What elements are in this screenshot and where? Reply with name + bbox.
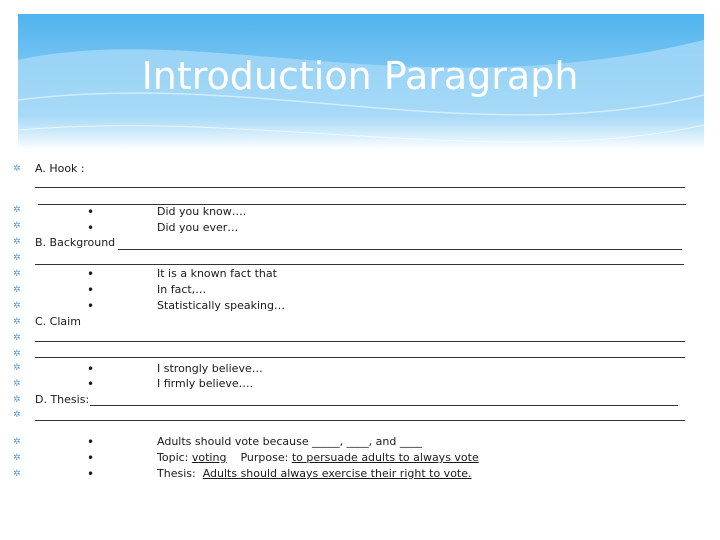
- star-bullet-icon: ✲: [13, 410, 21, 420]
- bullet: •: [87, 205, 95, 219]
- bullet: •: [87, 362, 95, 376]
- bullet: •: [87, 451, 95, 465]
- star-bullet-icon: ✲: [13, 333, 21, 343]
- background-prompt: In fact,…: [157, 283, 207, 296]
- star-bullet-icon: ✲: [13, 285, 21, 295]
- star-bullet-icon: ✲: [13, 453, 21, 463]
- star-bullet-icon: ✲: [13, 349, 21, 359]
- answer-line: [35, 357, 685, 358]
- claim-prompt: I firmly believe….: [157, 377, 254, 390]
- example-line: Adults should vote because _____, ____, and ____: [157, 435, 422, 448]
- page-title: Introduction Paragraph: [141, 54, 579, 98]
- star-bullet-icon: ✲: [13, 164, 21, 174]
- bullet: •: [87, 435, 95, 449]
- background-label: B. Background: [35, 236, 116, 249]
- claim-label: C. Claim: [35, 315, 81, 328]
- bullet: •: [87, 221, 95, 235]
- star-bullet-icon: ✲: [13, 395, 21, 405]
- background-prompt: Statistically speaking…: [157, 299, 286, 312]
- answer-line: [35, 187, 685, 188]
- star-bullet-icon: ✲: [13, 205, 21, 215]
- bullet: •: [87, 467, 95, 481]
- background-prompt: It is a known fact that: [157, 267, 277, 280]
- star-bullet-icon: ✲: [13, 363, 21, 373]
- hook-prompt: Did you know….: [157, 205, 247, 218]
- bullet: •: [87, 299, 95, 313]
- topic-value: voting: [191, 451, 227, 464]
- answer-line: [35, 341, 685, 342]
- example-thesis-value: Adults should always exercise their right to vote.: [202, 467, 472, 480]
- star-bullet-icon: ✲: [13, 221, 21, 231]
- purpose-value: to persuade adults to always vote: [291, 451, 479, 464]
- answer-line: [118, 249, 682, 250]
- star-bullet-icon: ✲: [13, 253, 21, 263]
- bullet: •: [87, 283, 95, 297]
- thesis-label: D. Thesis:: [35, 393, 90, 406]
- example-thesis-line: [157, 467, 472, 481]
- star-bullet-icon: ✲: [13, 301, 21, 311]
- hook-label: A. Hook :: [35, 162, 85, 175]
- star-bullet-icon: ✲: [13, 379, 21, 389]
- bullet: •: [87, 377, 95, 391]
- star-bullet-icon: ✲: [13, 237, 21, 247]
- star-bullet-icon: ✲: [13, 469, 21, 479]
- star-bullet-icon: ✲: [13, 437, 21, 447]
- star-bullet-icon: ✲: [13, 269, 21, 279]
- answer-line: [90, 405, 678, 406]
- star-bullet-icon: ✲: [13, 317, 21, 327]
- bullet: •: [87, 267, 95, 281]
- answer-line: [35, 420, 685, 421]
- example-thesis-label: Thesis:: [157, 467, 196, 480]
- hook-prompt: Did you ever…: [157, 221, 239, 234]
- example-topic-line: [157, 451, 479, 465]
- topic-label: Topic:: [157, 451, 189, 464]
- purpose-label: Purpose:: [240, 451, 289, 464]
- answer-line: [35, 264, 684, 265]
- answer-line: [38, 204, 686, 205]
- claim-prompt: I strongly believe…: [157, 362, 263, 375]
